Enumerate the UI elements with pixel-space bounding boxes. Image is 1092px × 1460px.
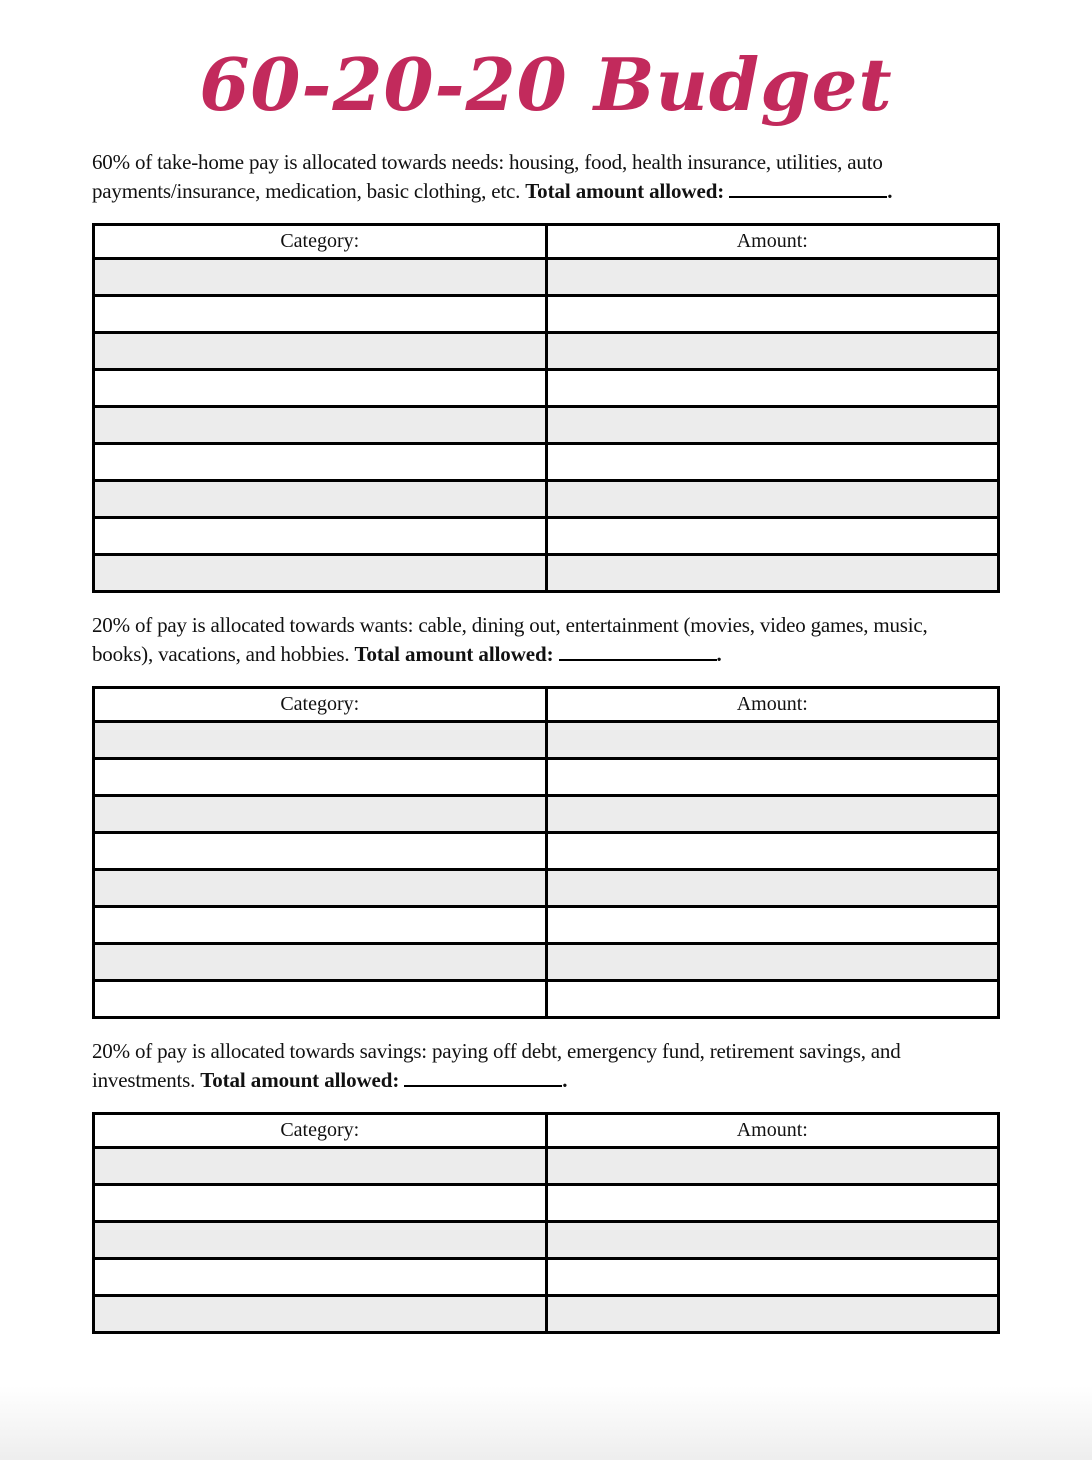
amount-cell — [546, 406, 999, 443]
amount-cell — [546, 480, 999, 517]
section-description — [92, 1037, 977, 1095]
category-cell — [94, 869, 547, 906]
total-amount-blank — [729, 196, 887, 198]
table-row — [94, 795, 999, 832]
table-row — [94, 369, 999, 406]
amount-cell — [546, 832, 999, 869]
description-text: 20% of pay is allocated towards wants: cable, dining out, entertainment (movies, video games, music, books), vacations, and hobbies. — [92, 612, 928, 666]
description-text: 60% of take-home pay is allocated towards needs: housing, food, health insurance, utilities, auto payments/insurance, medication, basic clothing, etc. — [92, 149, 883, 203]
sentence-period: . — [887, 178, 893, 203]
category-cell — [94, 1147, 547, 1184]
amount-cell — [546, 758, 999, 795]
table-row — [94, 1184, 999, 1221]
table-row — [94, 480, 999, 517]
section-description — [92, 611, 977, 669]
budget-table-wants — [92, 686, 1000, 1019]
table-header-row — [94, 687, 999, 721]
amount-cell — [546, 1221, 999, 1258]
table-row — [94, 332, 999, 369]
table-header-row — [94, 224, 999, 258]
amount-cell — [546, 295, 999, 332]
total-allowed-label: Total amount allowed: — [200, 1067, 400, 1092]
amount-cell — [546, 1295, 999, 1332]
table-row — [94, 980, 999, 1017]
category-cell — [94, 832, 547, 869]
description-text: 20% of pay is allocated towards savings: paying off debt, emergency fund, retirement savings, and investments. — [92, 1038, 901, 1092]
budget-table-needs — [92, 223, 1000, 593]
amount-cell — [546, 980, 999, 1017]
category-cell — [94, 295, 547, 332]
amount-cell — [546, 517, 999, 554]
section-savings — [92, 1037, 1000, 1334]
table-row — [94, 832, 999, 869]
amount-cell — [546, 369, 999, 406]
total-amount-blank — [404, 1085, 562, 1087]
category-cell — [94, 443, 547, 480]
table-body — [94, 1147, 999, 1332]
category-cell — [94, 258, 547, 295]
table-row — [94, 406, 999, 443]
table-row — [94, 943, 999, 980]
table-header — [94, 1113, 999, 1147]
table-row — [94, 517, 999, 554]
total-allowed-label: Total amount allowed: — [354, 641, 554, 666]
category-cell — [94, 1258, 547, 1295]
table-row — [94, 1147, 999, 1184]
category-column-header: Category: — [94, 224, 547, 258]
category-cell — [94, 1184, 547, 1221]
amount-cell — [546, 795, 999, 832]
category-cell — [94, 758, 547, 795]
category-cell — [94, 721, 547, 758]
table-row — [94, 554, 999, 591]
category-column-header: Category: — [94, 1113, 547, 1147]
table-header-row — [94, 1113, 999, 1147]
category-cell — [94, 1221, 547, 1258]
amount-cell — [546, 721, 999, 758]
table-header — [94, 687, 999, 721]
category-cell — [94, 1295, 547, 1332]
table-row — [94, 869, 999, 906]
section-wants — [92, 611, 1000, 1019]
total-amount-blank — [559, 659, 717, 661]
category-cell — [94, 554, 547, 591]
category-cell — [94, 517, 547, 554]
amount-cell — [546, 906, 999, 943]
category-cell — [94, 369, 547, 406]
table-body — [94, 721, 999, 1017]
section-description — [92, 148, 977, 206]
page-title: 60-20-20 Budget — [199, 42, 893, 127]
amount-cell — [546, 1147, 999, 1184]
page-content — [92, 148, 1000, 1334]
category-cell — [94, 980, 547, 1017]
category-cell — [94, 332, 547, 369]
table-row — [94, 295, 999, 332]
table-row — [94, 443, 999, 480]
table-body — [94, 258, 999, 591]
category-cell — [94, 943, 547, 980]
category-cell — [94, 480, 547, 517]
budget-table-savings — [92, 1112, 1000, 1334]
category-cell — [94, 406, 547, 443]
sentence-period: . — [562, 1067, 568, 1092]
budget-worksheet-page — [0, 44, 1092, 1460]
table-row — [94, 758, 999, 795]
table-row — [94, 258, 999, 295]
category-cell — [94, 795, 547, 832]
amount-cell — [546, 332, 999, 369]
section-needs — [92, 148, 1000, 593]
amount-cell — [546, 258, 999, 295]
amount-cell — [546, 1258, 999, 1295]
sentence-period: . — [716, 641, 722, 666]
amount-column-header: Amount: — [546, 224, 999, 258]
table-row — [94, 1221, 999, 1258]
amount-cell — [546, 443, 999, 480]
amount-column-header: Amount: — [546, 687, 999, 721]
table-row — [94, 1258, 999, 1295]
table-row — [94, 721, 999, 758]
category-cell — [94, 906, 547, 943]
table-header — [94, 224, 999, 258]
amount-column-header: Amount: — [546, 1113, 999, 1147]
total-allowed-label: Total amount allowed: — [525, 178, 725, 203]
amount-cell — [546, 554, 999, 591]
amount-cell — [546, 869, 999, 906]
table-row — [94, 1295, 999, 1332]
table-row — [94, 906, 999, 943]
category-column-header: Category: — [94, 687, 547, 721]
amount-cell — [546, 943, 999, 980]
page-bottom-fade — [0, 1386, 1092, 1460]
amount-cell — [546, 1184, 999, 1221]
